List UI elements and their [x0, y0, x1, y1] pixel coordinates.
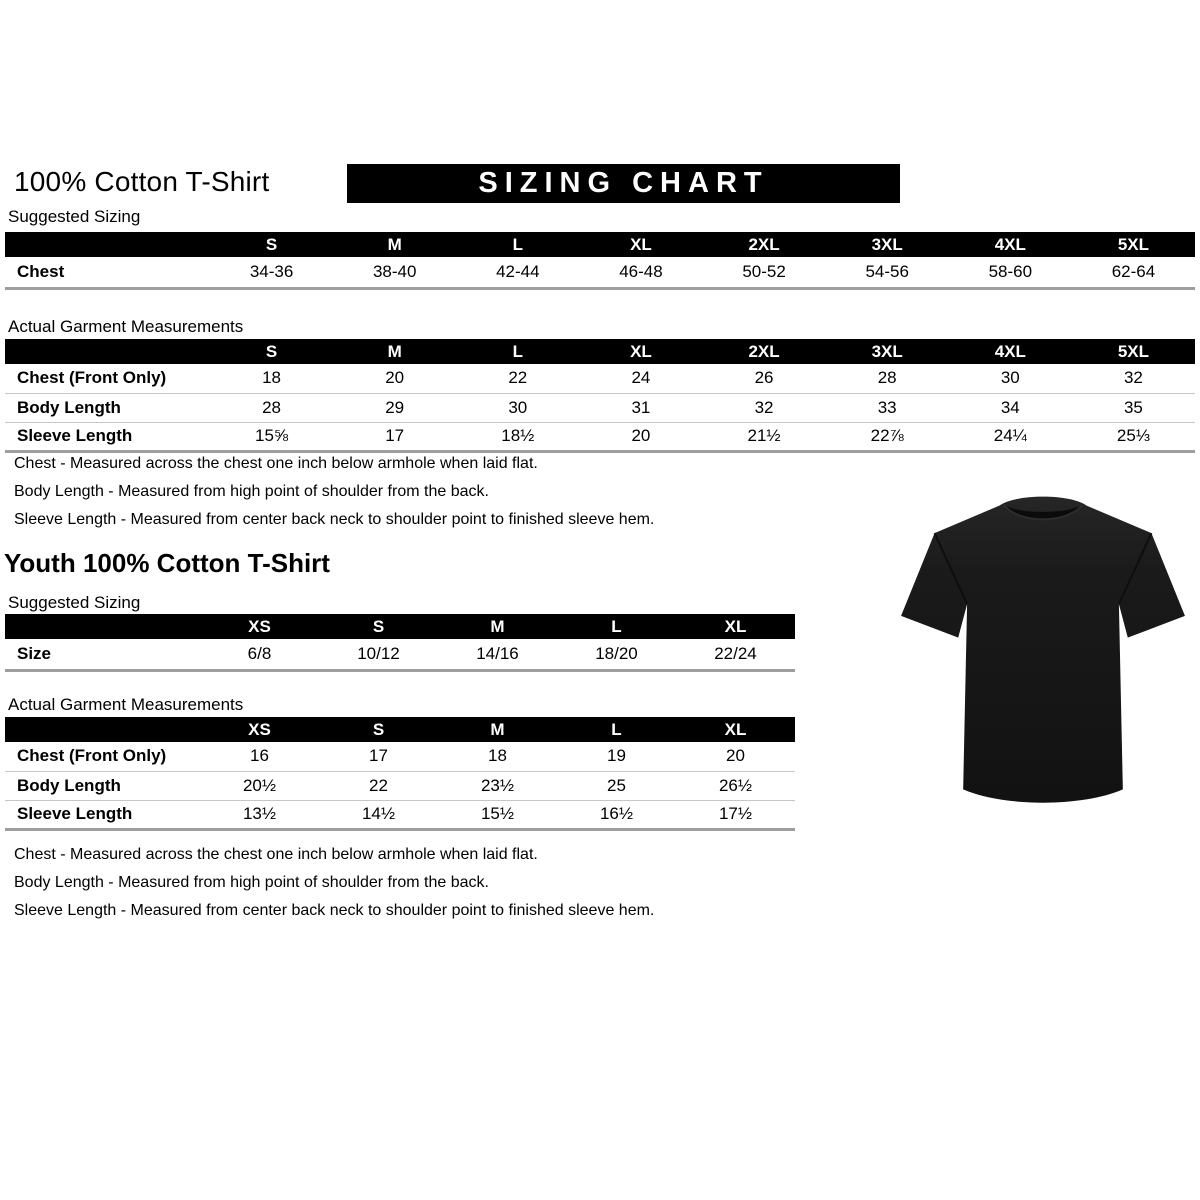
value-cell: 13½ — [242, 804, 277, 823]
adult-suggested-table — [5, 232, 1195, 290]
value-cell: 25⅓ — [1116, 426, 1150, 445]
value-cell: 22⅞ — [870, 426, 904, 445]
value-cell: 17 — [369, 746, 388, 766]
value-cell: 16 — [250, 746, 269, 766]
value-cell: 17½ — [718, 804, 753, 823]
youth-measurement-notes — [14, 841, 654, 925]
value-cell: 46-48 — [619, 261, 663, 281]
value-cell: 38-40 — [372, 261, 417, 281]
table-row — [5, 771, 795, 800]
row-label-cell: Body Length — [17, 775, 121, 795]
size-header-cell: 5XL — [1072, 339, 1195, 364]
value-cell: 19 — [607, 746, 626, 766]
value-cell: 14½ — [361, 804, 396, 823]
size-header-cell: XS — [200, 717, 319, 742]
adult-actual-table — [5, 339, 1195, 453]
value-cell: 32 — [1123, 368, 1143, 388]
size-header-cell: XL — [579, 339, 702, 364]
value-cell: 6/8 — [247, 643, 272, 663]
size-header-cell: M — [438, 717, 557, 742]
value-cell: 15⅝ — [255, 426, 289, 445]
size-header-cell: XL — [676, 614, 795, 639]
value-cell: 15½ — [480, 804, 515, 823]
header-blank-cell — [5, 339, 210, 364]
value-cell: 20½ — [242, 775, 277, 795]
note-line: Body Length - Measured from high point of shoulder from the back. — [14, 874, 489, 891]
value-cell: 54-56 — [865, 261, 909, 281]
row-label-cell: Sleeve Length — [17, 426, 133, 445]
value-cell: 26 — [754, 368, 774, 388]
value-cell: 42-44 — [496, 261, 540, 281]
adult-suggested-sizing-label: Suggested Sizing — [8, 207, 141, 226]
table-row — [5, 257, 1195, 288]
note-line: Chest - Measured across the chest one inch below armhole when laid flat. — [14, 455, 538, 472]
value-cell: 28 — [262, 397, 282, 417]
tshirt-silhouette-icon — [893, 472, 1193, 817]
value-cell: 20 — [631, 426, 651, 445]
youth-title: Youth 100% Cotton T-Shirt — [4, 548, 330, 578]
youth-actual-table — [5, 717, 795, 831]
size-header-cell: L — [557, 614, 676, 639]
size-header-cell: 3XL — [826, 232, 949, 257]
table-header-row — [5, 339, 1195, 364]
value-cell: 26½ — [718, 775, 753, 795]
value-cell: 22 — [369, 775, 388, 795]
value-cell: 21½ — [747, 426, 781, 445]
value-cell: 25 — [607, 775, 626, 795]
value-cell: 28 — [877, 368, 897, 388]
sizing-chart-banner: SIZING CHART — [347, 164, 900, 203]
header-blank-cell — [5, 717, 200, 742]
table-row — [5, 393, 1195, 422]
table-row — [5, 742, 795, 771]
table-row — [5, 800, 795, 829]
size-header-cell: L — [557, 717, 676, 742]
size-header-cell: M — [333, 232, 456, 257]
size-header-cell: 4XL — [949, 232, 1072, 257]
table-row — [5, 422, 1195, 451]
value-cell: 18 — [488, 746, 507, 766]
size-header-cell: L — [456, 339, 579, 364]
value-cell: 50-52 — [742, 261, 786, 281]
value-cell: 23½ — [480, 775, 515, 795]
size-header-cell: XS — [200, 614, 319, 639]
header-blank-cell — [5, 614, 200, 639]
row-label-cell: Body Length — [17, 397, 121, 417]
value-cell: 24 — [631, 368, 651, 388]
page-title: 100% Cotton T-Shirt — [14, 166, 270, 197]
table-row — [5, 364, 1195, 393]
table-header-row — [5, 717, 795, 742]
adult-actual-measurements-label: Actual Garment Measurements — [8, 317, 244, 336]
value-cell: 20 — [726, 746, 745, 766]
value-cell: 29 — [385, 397, 405, 417]
youth-actual-measurements-label: Actual Garment Measurements — [8, 695, 244, 714]
size-header-cell: M — [438, 614, 557, 639]
value-cell: 62-64 — [1111, 261, 1156, 281]
value-cell: 22/24 — [714, 643, 757, 663]
size-header-cell: S — [210, 339, 333, 364]
row-label-cell: Chest (Front Only) — [17, 746, 167, 766]
size-header-cell: S — [210, 232, 333, 257]
value-cell: 18/20 — [595, 643, 638, 663]
size-header-cell: S — [319, 717, 438, 742]
value-cell: 35 — [1123, 397, 1143, 417]
value-cell: 14/16 — [476, 643, 519, 663]
size-header-cell: XL — [579, 232, 702, 257]
row-label-cell: Sleeve Length — [17, 804, 133, 823]
youth-suggested-sizing-label: Suggested Sizing — [8, 593, 141, 612]
size-header-cell: XL — [676, 717, 795, 742]
value-cell: 30 — [508, 397, 528, 417]
value-cell: 31 — [631, 397, 651, 417]
value-cell: 33 — [877, 397, 897, 417]
value-cell: 24¼ — [993, 426, 1027, 445]
row-label-cell: Chest — [17, 261, 65, 281]
row-label-cell: Size — [17, 643, 52, 663]
size-header-cell: 2XL — [703, 339, 826, 364]
note-line: Body Length - Measured from high point of shoulder from the back. — [14, 483, 489, 500]
size-header-cell: M — [333, 339, 456, 364]
value-cell: 18½ — [501, 426, 535, 445]
size-header-cell: 4XL — [949, 339, 1072, 364]
value-cell: 58-60 — [988, 261, 1033, 281]
table-header-row — [5, 232, 1195, 257]
table-header-row — [5, 614, 795, 639]
value-cell: 20 — [385, 368, 405, 388]
size-header-cell: 2XL — [703, 232, 826, 257]
size-header-cell: S — [319, 614, 438, 639]
value-cell: 17 — [385, 426, 405, 445]
value-cell: 34-36 — [249, 261, 294, 281]
value-cell: 10/12 — [357, 643, 400, 663]
size-header-cell: 5XL — [1072, 232, 1195, 257]
table-row — [5, 639, 795, 670]
value-cell: 16½ — [599, 804, 634, 823]
note-line: Sleeve Length - Measured from center back neck to shoulder point to finished sleeve hem. — [14, 902, 655, 919]
value-cell: 18 — [262, 368, 282, 388]
row-label-cell: Chest (Front Only) — [17, 368, 167, 388]
youth-suggested-table — [5, 614, 795, 672]
header-blank-cell — [5, 232, 210, 257]
value-cell: 32 — [754, 397, 774, 417]
size-header-cell: L — [456, 232, 579, 257]
value-cell: 34 — [1000, 397, 1020, 417]
value-cell: 22 — [508, 368, 528, 388]
note-line: Chest - Measured across the chest one inch below armhole when laid flat. — [14, 846, 538, 863]
size-header-cell: 3XL — [826, 339, 949, 364]
note-line: Sleeve Length - Measured from center back neck to shoulder point to finished sleeve hem. — [14, 511, 655, 528]
black-tshirt-image — [893, 472, 1193, 817]
value-cell: 30 — [1000, 368, 1020, 388]
adult-measurement-notes — [14, 450, 654, 534]
